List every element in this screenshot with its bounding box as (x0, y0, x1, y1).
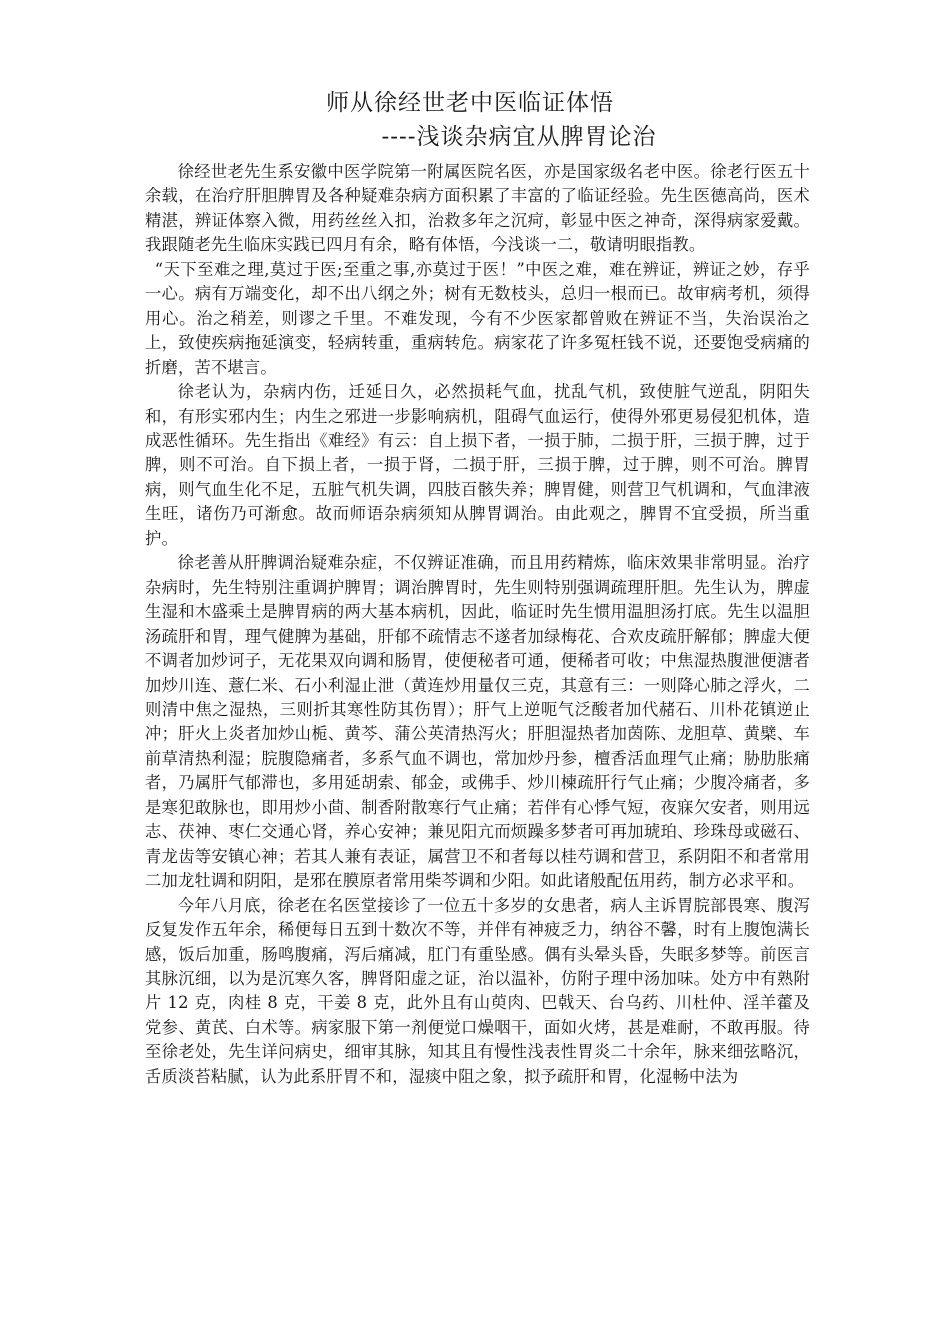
document-title: 师从徐经世老中医临证体悟 (326, 90, 614, 116)
paragraph-introduction: 徐经世老先生系安徽中医学院第一附属医院名医，亦是国家级名老中医。徐老行医五十余载，在治疗肝胆脾胃及各种疑难杂病方面积累了丰富的了临证经验。先生医德高尚，医术精湛，辨证体察入微，用药丝丝入扣，治救多年之沉疴，彰显中医之神奇，深得病家爱戴。我跟随老先生临床实践已四月有余，略有体悟，今浅谈一二，敬请明眼指教。 (145, 162, 810, 255)
paragraph-spleen-stomach-theory: 徐老认为，杂病内伤，迁延日久，必然损耗气血，扰乱气机，致使脏气逆乱，阴阳失和，有形实邪内生；内生之邪进一步影响病机，阻碍气血运行，使得外邪更易侵犯机体，造成恶性循环。先生指出《难经》有云：自上损下者，一损于肺，二损于肝，三损于脾，过于脾，则不可治。自下损上者，一损于肾，二损于肝，三损于脾，过于脾，则不可治。脾胃病，则气血生化不足，五脏气机失调，四肢百骸失养；脾胃健，则营卫气机调和，气血津液生旺，诸伤乃可渐愈。故而师语杂病须知从脾胃调治。由此观之，脾胃不宜受损，所当重护。 (145, 382, 810, 548)
paragraph-treatment-methods: 徐老善从肝脾调治疑难杂症，不仅辨证准确，而且用药精炼，临床效果非常明显。治疗杂病时，先生特别注重调护脾胃；调治脾胃时，先生则特别强调疏理肝胆。先生认为，脾虚生湿和木盛乘土是脾胃病的两大基本病机，因此，临证时先生惯用温胆汤打底。先生以温胆汤疏肝和胃，理气健脾为基础，肝郁不疏情志不遂者加绿梅花、合欢皮疏肝解郁；脾虚大便不调者加炒诃子，无花果双向调和肠胃，使便秘者可通，便稀者可收；中焦湿热腹泄便溏者加炒川连、薏仁米、石小利湿止泄（黄连炒用量仅三克，其意有三：一则降心肺之浮火，二则清中焦之湿热，三则折其寒性防其伤胃）；肝气上逆呃气泛酸者加代赭石、川朴花镇逆止冲；肝火上炎者加炒山栀、黄芩、蒲公英清热泻火；肝胆湿热者加茵陈、龙胆草、黄檗、车前草清热利湿；脘腹隐痛者，多系气血不调也，常加炒丹参，檀香活血理气止痛；胁肋胀痛者，乃属肝气郁滞也，多用延胡索、郁金，或佛手、炒川楝疏肝行气止痛；少腹冷痛者，多是寒犯敢脉也，即用炒小茴、制香附散寒行气止痛；若伴有心悸气短，夜寐欠安者，则用远志、茯神、枣仁交通心肾，养心安神；兼见阳亢而烦躁多梦者可再加琥珀、珍珠母或磁石、青龙齿等安镇心神；若其人兼有表证，属营卫不和者每以桂芍调和营卫，系阴阳不和者常用二加龙牡调和阴阳，是邪在膜原者常用柴芩调和少阳。如此诸般配伍用药，制方必求平和。 (145, 553, 810, 891)
document-body (145, 160, 810, 1089)
paragraph-case-study: 今年八月底，徐老在名医堂接诊了一位五十多岁的女患者，病人主诉胃脘部畏寒、腹泻反复发作五年余，稀便每日五到十数次不等，并伴有神疲乏力，纳谷不馨，时有上腹饱满长感，饭后加重，肠鸣腹痛，泻后痛减，肛门有重坠感。偶有头晕头昏，失眠多梦等。前医言其脉沉细，以为是沉寒久客，脾肾阳虚之证，治以温补，仿附子理中汤加味。处方中有熟附片 12 克，肉桂 8 克，干姜 8 克，此外且有山萸肉、巴戟天、台乌药、川杜仲、淫羊藿及党参、黄芪、白术等。病家服下第一剂便觉口燥咽干，面如火烤，甚是难耐，不敢再服。待至徐老处，先生详问病史，细审其脉，知其且有慢性浅表性胃炎二十余年，脉来细弦略沉，舌质淡苔粘腻，认为此系肝胃不和，湿痰中阻之象，拟予疏肝和胃，化湿畅中法为 (145, 895, 810, 1086)
paragraph-difficulty-of-medicine: “天下至难之理,莫过于医;至重之事,亦莫过于医！”中医之难，难在辨证，辨证之妙，存乎一心。病有万端变化，却不出八纲之外；树有无数枝头，总归一根而已。故审病考机，须得用心。治之稍差，则谬之千里。不难发现，今有不少医家都曾败在辨证不当，失治误治之上，致使疾病拖延演变，轻病转重，重病转危。病家花了许多冤枉钱不说，还要饱受病痛的折磨，苦不堪言。 (145, 259, 810, 377)
document-subtitle: ----浅谈杂病宜从脾胃论治 (381, 124, 657, 150)
